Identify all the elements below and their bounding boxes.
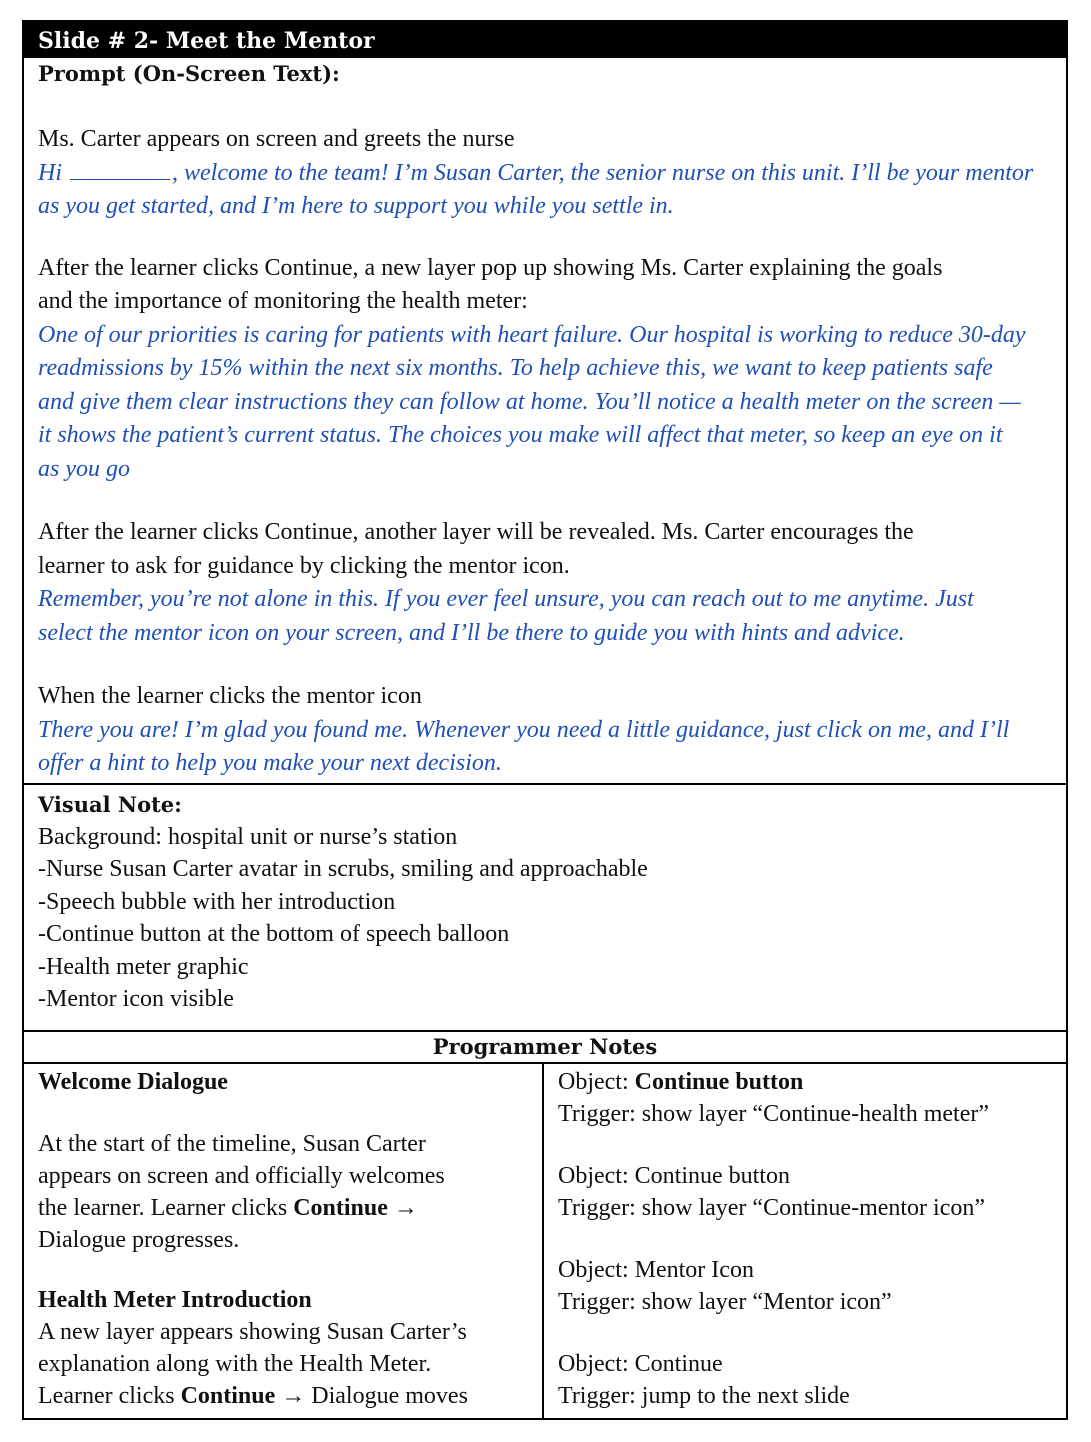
visual-note-section [24, 783, 1066, 1030]
goals-line-4: it shows the patient’s current status. The choices you make will affect that meter, so keep an eye on it [38, 422, 1003, 448]
prompt-section [24, 58, 1066, 783]
object-line [558, 1066, 1052, 1098]
continue-keyword: Continue [293, 1194, 388, 1221]
welcome-line: Dialogue progresses. [38, 1226, 240, 1253]
trigger-line: Trigger: show layer “Continue-health meter” [558, 1100, 989, 1127]
health-line [38, 1380, 528, 1412]
welcome-line: appears on screen and officially welcomes [38, 1162, 445, 1189]
welcome-text: the learner. Learner clicks [38, 1194, 294, 1221]
programmer-notes-table [24, 1064, 1066, 1418]
object-line: Object: Mentor Icon [558, 1256, 754, 1283]
health-line: A new layer appears showing Susan Carter’s [38, 1318, 467, 1345]
health-meter-heading: Health Meter Introduction [38, 1286, 312, 1313]
health-line: explanation along with the Health Meter. [38, 1350, 432, 1377]
programmer-notes-left-column [24, 1064, 544, 1418]
slide-title: Slide # 2- Meet the Mentor [24, 22, 1066, 58]
welcome-line [38, 1192, 528, 1224]
prompt-intro: Ms. Carter appears on screen and greets the nurse [38, 126, 515, 152]
visual-note-line: -Mentor icon visible [38, 986, 234, 1012]
health-text: Learner clicks [38, 1382, 181, 1409]
step2-line-1: After the learner clicks Continue, a new layer pop up showing Ms. Carter explaining the goals [38, 254, 943, 281]
trigger-line: Trigger: show layer “Continue-mentor icon” [558, 1194, 986, 1221]
visual-note-line: -Continue button at the bottom of speech balloon [38, 921, 510, 947]
visual-note-line: -Health meter graphic [38, 953, 249, 980]
greeting-line-1 [38, 157, 1052, 191]
found-line-1: There you are! I’m glad you found me. Whenever you need a little guidance, just click on me, and I’ll [38, 716, 1010, 743]
trigger-line: Trigger: jump to the next slide [558, 1382, 850, 1409]
goals-line-1: One of our priorities is caring for patients with heart failure. Our hospital is working to reduce 30-day [38, 321, 1026, 348]
found-line-2: offer a hint to help you make your next decision. [38, 750, 502, 776]
goals-line-3: and give them clear instructions they can follow at home. You’ll notice a health meter on the screen — [38, 388, 1021, 415]
step4-line: When the learner clicks the mentor icon [38, 683, 422, 709]
greeting-rest: , welcome to the team! I’m Susan Carter, the senior nurse on this unit. I’ll be your mentor [172, 159, 1034, 186]
visual-note-line: Background: hospital unit or nurse’s station [38, 823, 458, 850]
arrow-icon: → [387, 1194, 418, 1221]
programmer-notes-right-column [544, 1064, 1066, 1418]
name-blank [70, 178, 170, 180]
continue-keyword: Continue [180, 1382, 276, 1409]
visual-note-line: -Speech bubble with her introduction [38, 888, 396, 915]
step3-line-1: After the learner clicks Continue, another layer will be revealed. Ms. Carter encourages the [38, 519, 914, 545]
trigger-line: Trigger: show layer “Mentor icon” [558, 1288, 892, 1315]
arrow-icon: → Dialogue moves [275, 1382, 468, 1409]
greeting-start: Hi [38, 159, 62, 186]
goals-line-5: as you go [38, 455, 130, 482]
goals-line-2: readmissions by 15% within the next six months. To help achieve this, we want to keep patients safe [38, 355, 993, 381]
visual-note-line: -Nurse Susan Carter avatar in scrubs, smiling and approachable [38, 856, 648, 882]
welcome-dialogue-heading: Welcome Dialogue [38, 1068, 228, 1095]
step3-line-2: learner to ask for guidance by clicking the mentor icon. [38, 552, 570, 579]
remember-line-2: select the mentor icon on your screen, and I’ll be there to guide you with hints and advice. [38, 619, 905, 646]
greeting-line-2: as you get started, and I’m here to support you while you settle in. [38, 193, 674, 219]
programmer-notes-heading: Programmer Notes [24, 1030, 1066, 1064]
object-line: Object: Continue button [558, 1162, 790, 1189]
slide-spec-document [22, 20, 1068, 1420]
step2-line-2: and the importance of monitoring the health meter: [38, 288, 528, 314]
visual-note-heading: Visual Note: [38, 791, 182, 817]
remember-line-1: Remember, you’re not alone in this. If you ever feel unsure, you can reach out to me anytime. Just [38, 586, 974, 612]
object-line: Object: Continue [558, 1350, 723, 1377]
welcome-line: At the start of the timeline, Susan Carter [38, 1130, 426, 1157]
object-value: Continue button [634, 1068, 804, 1095]
prompt-heading: Prompt (On-Screen Text): [38, 61, 340, 86]
object-label: Object: [558, 1068, 635, 1095]
